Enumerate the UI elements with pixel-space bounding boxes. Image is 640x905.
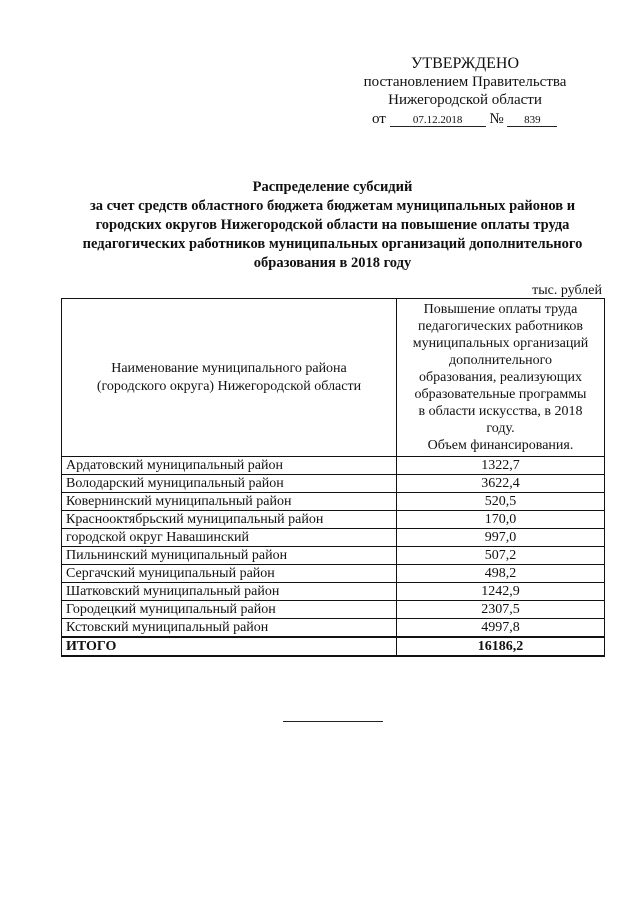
row-value: 997,0 [397, 529, 605, 547]
header-name-line-1: Наименование муниципального района [111, 360, 347, 376]
row-value: 1322,7 [397, 457, 605, 475]
table-row [62, 493, 605, 511]
row-value: 170,0 [397, 511, 605, 529]
header-value-line: образовательные программы [414, 387, 587, 402]
row-name: Сергачский муниципальный район [62, 565, 397, 583]
row-value: 3622,4 [397, 475, 605, 493]
approval-line-2: Нижегородской области [388, 92, 542, 108]
total-row [62, 637, 605, 656]
heading-line-1: Распределение субсидий [252, 179, 413, 195]
total-value: 16186,2 [397, 637, 605, 656]
row-value: 4997,8 [397, 619, 605, 638]
approval-date-row [372, 110, 572, 128]
header-value-line: Повышение оплаты труда [423, 302, 578, 317]
approval-number: 839 [507, 114, 557, 127]
total-label: ИТОГО [62, 637, 397, 656]
row-name: Ардатовский муниципальный район [62, 457, 397, 475]
heading-line-4: педагогических работников муниципальных организаций дополнительного [82, 236, 583, 252]
header-name-cell [62, 299, 397, 457]
heading-line-5: образования в 2018 году [253, 255, 412, 271]
row-value: 2307,5 [397, 601, 605, 619]
from-label: от [372, 111, 386, 127]
table-row [62, 475, 605, 493]
table-row [62, 565, 605, 583]
row-name: Володарский муниципальный район [62, 475, 397, 493]
row-value: 498,2 [397, 565, 605, 583]
table-row [62, 457, 605, 475]
row-name: Кстовский муниципальный район [62, 619, 397, 638]
row-name: Краснооктябрьский муниципальный район [62, 511, 397, 529]
approval-date: 07.12.2018 [390, 114, 486, 127]
units-label: тыс. рублей [532, 283, 602, 298]
heading-line-3: городских округов Нижегородской области на повышение оплаты труда [95, 217, 570, 233]
table-row [62, 547, 605, 565]
approval-block [345, 55, 585, 109]
end-divider [283, 721, 383, 722]
header-value-line: муниципальных организаций [412, 336, 589, 351]
row-value: 1242,9 [397, 583, 605, 601]
row-name: Ковернинский муниципальный район [62, 493, 397, 511]
table-row [62, 511, 605, 529]
row-name: Городецкий муниципальный район [62, 601, 397, 619]
header-name-line-2: (городского округа) Нижегородской области [96, 378, 362, 394]
table-row [62, 619, 605, 638]
row-value: 507,2 [397, 547, 605, 565]
number-label: № [489, 111, 504, 127]
approval-line-1: постановлением Правительства [363, 74, 567, 90]
heading-line-2: за счет средств областного бюджета бюджетам муниципальных районов и [89, 198, 576, 214]
header-value-line: году. [486, 421, 515, 436]
header-value-line: в области искусства, в 2018 [418, 404, 583, 419]
approval-title: УТВЕРЖДЕНО [410, 55, 519, 72]
table-row [62, 583, 605, 601]
subsidy-table [61, 298, 605, 657]
table-row [62, 601, 605, 619]
row-value: 520,5 [397, 493, 605, 511]
header-value-line: Объем финансирования. [427, 438, 574, 453]
document-heading [60, 178, 605, 273]
row-name: городской округ Навашинский [62, 529, 397, 547]
header-value-line: дополнительного [449, 353, 552, 368]
header-value-line: педагогических работников [417, 319, 584, 334]
header-value-cell [397, 299, 605, 457]
row-name: Шатковский муниципальный район [62, 583, 397, 601]
table-row [62, 529, 605, 547]
table-header-row [62, 299, 605, 457]
header-value-line: образования, реализующих [418, 370, 583, 385]
row-name: Пильнинский муниципальный район [62, 547, 397, 565]
